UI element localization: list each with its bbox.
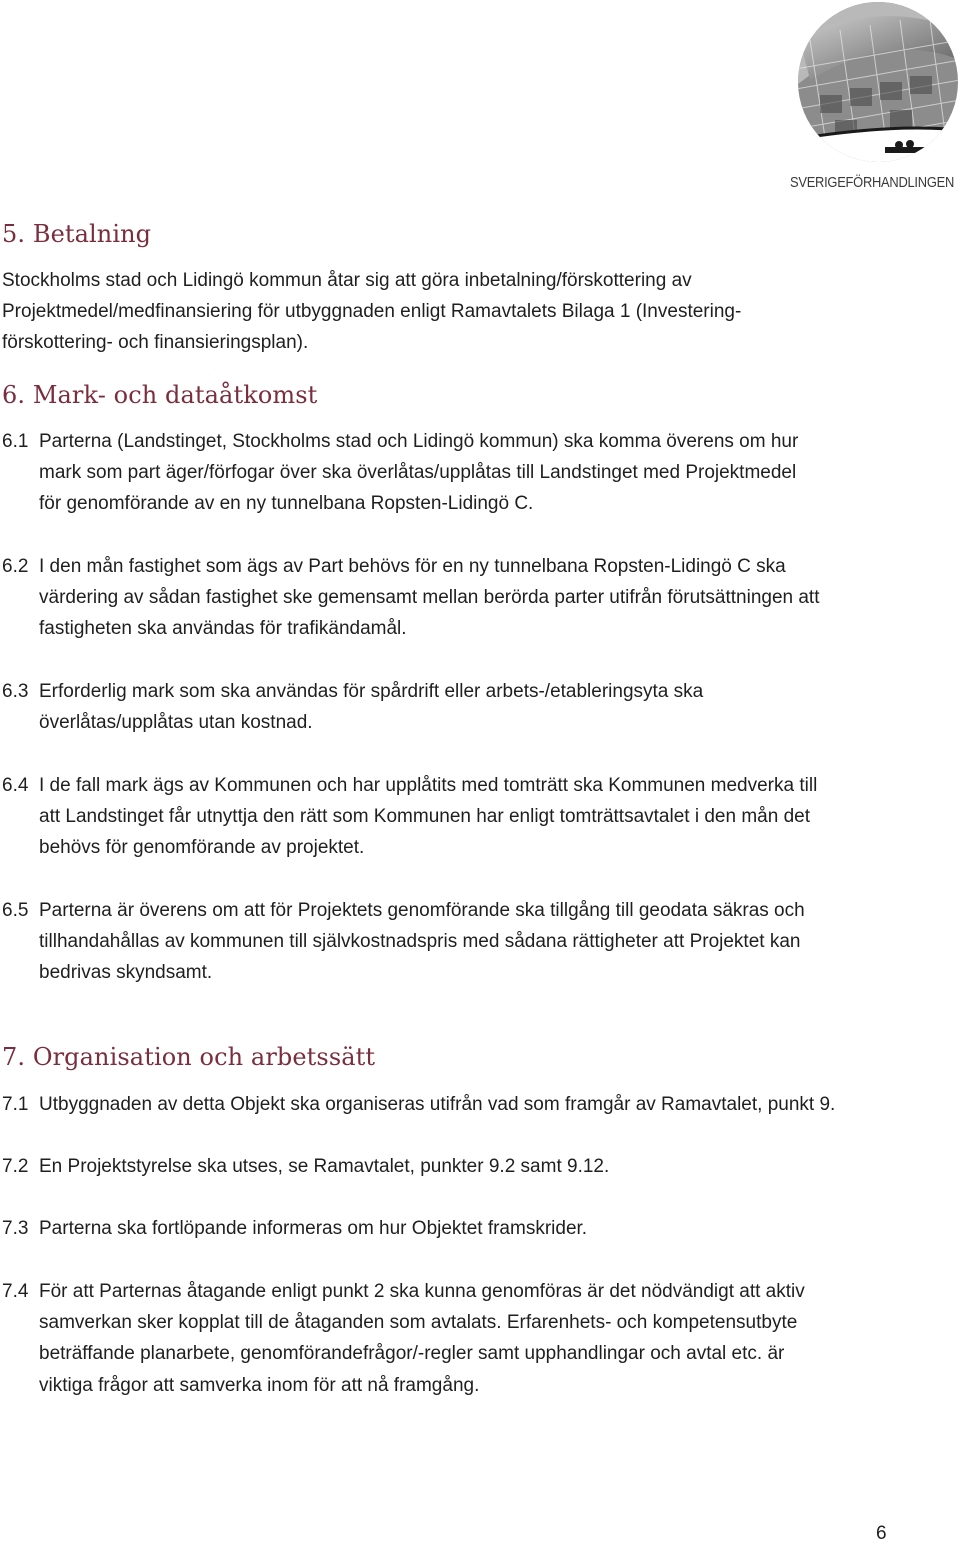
clause-line: behövs för genomförande av projektet. <box>39 837 365 859</box>
clause-text <box>39 1151 919 1182</box>
clause-line: samverkan sker kopplat till de åtaganden som avtalats. Erfarenhets- och kompetensutbyte <box>39 1312 798 1334</box>
clause-line: mark som part äger/förfogar över ska överlåtas/upplåtas till Landstinget med Projektmedel <box>39 462 797 484</box>
clause-line: Utbyggnaden av detta Objekt ska organiseras utifrån vad som framgår av Ramavtalet, punkt 9. <box>39 1094 836 1115</box>
clause-number: 6.2 <box>2 556 29 577</box>
clause-number: 6.4 <box>2 775 29 796</box>
clause-text <box>39 1089 919 1120</box>
clause-line: att Landstinget får utnyttja den rätt som Kommunen har enligt tomträttsavtalet i den mån det <box>39 806 810 828</box>
clause-line: Parterna (Landstinget, Stockholms stad och Lidingö kommun) ska komma överens om hur <box>39 431 799 452</box>
section-6-heading: 6. Mark- och dataåtkomst <box>2 381 318 409</box>
clause-line: En Projektstyrelse ska utses, se Ramavtalet, punkter 9.2 samt 9.12. <box>39 1156 610 1177</box>
clause-line: I de fall mark ägs av Kommunen och har upplåtits med tomträtt ska Kommunen medverka till <box>39 775 818 796</box>
clause-number: 7.1 <box>2 1094 29 1115</box>
clause-text <box>39 426 919 520</box>
paragraph-line: Stockholms stad och Lidingö kommun åtar sig att göra inbetalning/förskottering av <box>2 270 692 291</box>
clause-number: 6.1 <box>2 431 29 452</box>
clause-text <box>39 551 919 645</box>
clause-line: För att Parternas åtagande enligt punkt 2 ska kunna genomföras är det nödvändigt att aktiv <box>39 1281 805 1302</box>
clause-line: fastigheten ska användas för trafikändamål. <box>39 618 407 640</box>
clause-line: I den mån fastighet som ägs av Part behövs för en ny tunnelbana Ropsten-Lidingö C ska <box>39 556 786 577</box>
page-number: 6 <box>876 1523 887 1544</box>
clause-line: värdering av sådan fastighet ske gemensamt mellan berörda parter utifrån förutsättningen att <box>39 587 820 609</box>
clause-text <box>39 676 919 738</box>
clause-line: för genomförande av en ny tunnelbana Ropsten-Lidingö C. <box>39 493 534 515</box>
clause-number: 7.4 <box>2 1281 29 1302</box>
section-7-heading: 7. Organisation och arbetssätt <box>2 1043 376 1071</box>
section-5-heading: 5. Betalning <box>2 220 152 248</box>
clause-line: bedrivas skyndsamt. <box>39 962 213 984</box>
clause-text <box>39 770 919 864</box>
logo-wordmark: SVERIGEFÖRHANDLINGEN <box>790 174 955 191</box>
clause-text <box>39 1276 919 1401</box>
clause-line: viktiga frågor att samverka inom för att nå framgång. <box>39 1374 480 1396</box>
clause-number: 6.5 <box>2 900 29 921</box>
paragraph-line: förskottering- och finansieringsplan). <box>2 332 309 354</box>
clause-line: Parterna är överens om att för Projektets genomförande ska tillgång till geodata säkras och <box>39 900 805 921</box>
clause-line: överlåtas/upplåtas utan kostnad. <box>39 712 313 734</box>
building-facade-circle-logo-icon <box>790 0 960 170</box>
clause-line: tillhandahållas av kommunen till självkostnadspris med sådana rättigheter att Projektet kan <box>39 931 801 953</box>
clause-text <box>39 895 919 989</box>
sverigeforhandlingen-logo <box>790 0 960 200</box>
section-5-paragraph <box>2 265 882 359</box>
clause-number: 7.2 <box>2 1156 29 1177</box>
clause-number: 6.3 <box>2 681 29 702</box>
clause-number: 7.3 <box>2 1218 29 1239</box>
clause-line: beträffande planarbete, genomförandefrågor/-regler samt upphandlingar och avtal etc. är <box>39 1343 785 1365</box>
clause-line: Parterna ska fortlöpande informeras om hur Objektet framskrider. <box>39 1218 588 1239</box>
clause-text <box>39 1213 919 1244</box>
clause-line: Erforderlig mark som ska användas för spårdrift eller arbets-/etableringsyta ska <box>39 681 704 702</box>
paragraph-line: Projektmedel/medfinansiering för utbyggnaden enligt Ramavtalets Bilaga 1 (Investering- <box>2 301 742 323</box>
